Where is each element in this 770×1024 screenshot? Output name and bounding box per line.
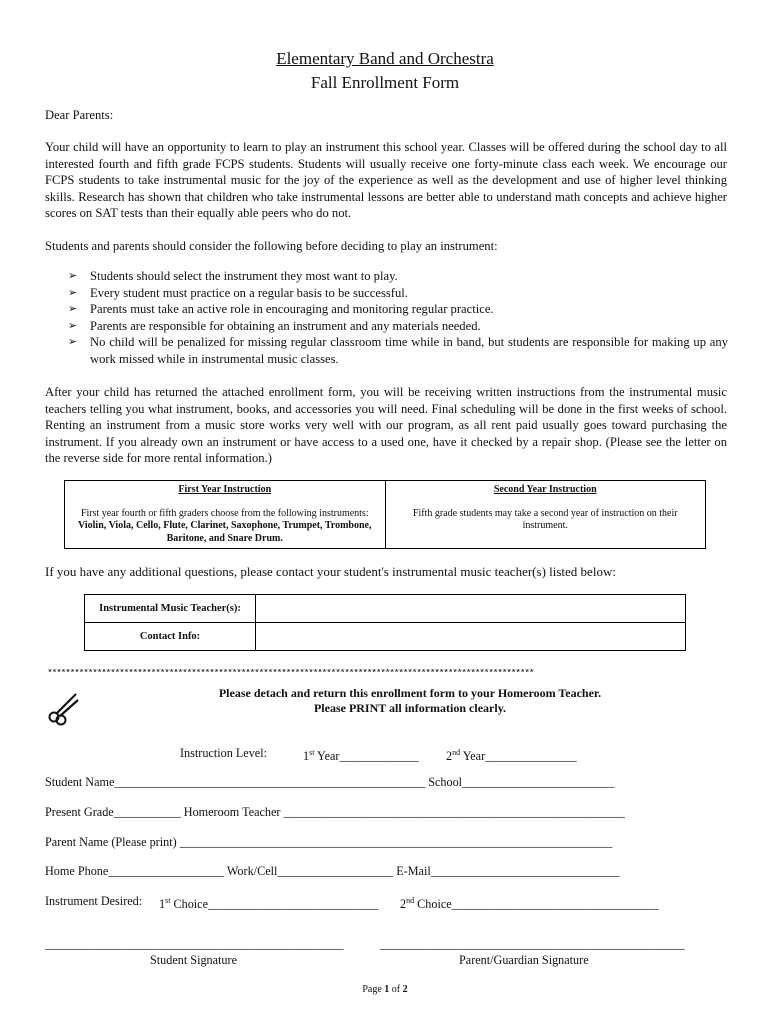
scissors-icon [46,690,82,726]
first-year-field[interactable]: 1st Year_____________ [303,748,419,764]
list-item: ➢ Every student must practice on a regular basis to be successful. [68,285,408,300]
detach-divider: ************************************************************************************************************ [47,669,534,680]
student-signature-label: Student Signature [150,953,237,967]
page-number: Page 1 of 2 [362,984,408,995]
second-year-header: Second Year Instruction [493,484,597,495]
teacher-label: Instrumental Music Teacher(s): [85,595,256,623]
first-year-header: First Year Instruction [178,484,272,495]
instructions-paragraph: After your child has returned the attached enrollment form, you will be receiving written instructions from the instrumental music teachers telling you what instrument, books, and accessories you will need. Final scheduling will be done in the first weeks of school. Renting an instrument from a music store works very well with our program, as all rent paid usually goes toward purchasing the instrument. If you already own an instrument or have access to a used one, have it checked by a repair shop. (Please see the letter on the reverse side for more rental information.) [45,385,727,466]
contact-label: Contact Info: [85,623,256,651]
student-signature-line[interactable]: _________________________________________________ [45,937,344,951]
instruction-level-label: Instruction Level: [180,746,267,760]
student-name-field[interactable]: Student Name___________________________________________________ School_________________________ [45,775,615,789]
teacher-table [84,594,686,651]
instrument-desired-label: Instrument Desired: [45,894,143,908]
arrow-bullet-icon: ➢ [68,302,78,316]
first-choice-field[interactable]: 1st Choice____________________________ [159,896,379,912]
grade-homeroom-field[interactable]: Present Grade___________ Homeroom Teacher ________________________________________________________ [45,805,625,819]
questions-paragraph: If you have any additional questions, please contact your student's instrumental music teacher(s) listed below: [45,564,616,579]
second-year-text: Fifth grade students may take a second year of instruction on their instrument. [412,507,678,531]
parent-signature-label: Parent/Guardian Signature [459,953,589,967]
phone-email-field[interactable]: Home Phone___________________ Work/Cell___________________ E-Mail_______________________________ [45,864,620,878]
arrow-bullet-icon: ➢ [68,285,78,299]
list-item: ➢ Parents are responsible for obtaining an instrument and any materials needed. [68,318,481,333]
second-choice-field[interactable]: 2nd Choice__________________________________ [400,896,659,912]
first-year-cell [65,481,386,549]
intro-paragraph: Your child will have an opportunity to learn to play an instrument this school year. Classes will be offered during the school day to all interested fourth and fifth grade FCPS students. Students will usually receive one forty-minute class each week. We encourage our FCPS students to take instrumental music for the joy of the experience as well as the development and use of higher level thinking skills. Research has shown that children who take instrumental lessons are better able to understand math concepts and achieve higher scores on SAT tests than their equally able peers who do not. [45,140,727,221]
arrow-bullet-icon: ➢ [68,318,78,332]
second-year-cell [385,481,706,549]
consider-paragraph: Students and parents should consider the following before deciding to play an instrument: [45,239,498,253]
arrow-bullet-icon: ➢ [68,269,78,282]
contact-field[interactable] [256,623,686,651]
parent-signature-line[interactable]: __________________________________________________ [380,937,685,951]
detach-instruction: Please detach and return this enrollment form to your Homeroom Teacher. [218,686,602,700]
print-instruction: Please PRINT all information clearly. [313,701,507,715]
teacher-field[interactable] [256,595,686,623]
instruction-table [64,480,706,549]
first-year-text: First year fourth or fifth graders choose from the following instruments: [80,507,369,519]
list-item: ➢ Parents must take an active role in encouraging and monitoring regular practice. [68,302,494,317]
second-year-field[interactable]: 2nd Year_______________ [446,748,577,764]
parent-name-field[interactable]: Parent Name (Please print) _______________________________________________________________________ [45,835,613,849]
greeting: Dear Parents: [45,108,114,122]
form-subtitle: Fall Enrollment Form [310,73,460,92]
considerations-list [68,268,728,368]
first-year-instruments: Violin, Viola, Cello, Flute, Clarinet, Saxophone, Trumpet, Trombone, Baritone, and Snare Drum. [78,520,372,544]
form-title: Elementary Band and Orchestra [276,49,494,68]
list-item: ➢ No child will be penalized for missing regular classroom time while in band, but students are responsible for making up any work missed while in instrumental music classes. [68,335,728,366]
arrow-bullet-icon: ➢ [68,335,78,349]
list-item: ➢ Students should select the instrument they most want to play. [68,269,398,283]
